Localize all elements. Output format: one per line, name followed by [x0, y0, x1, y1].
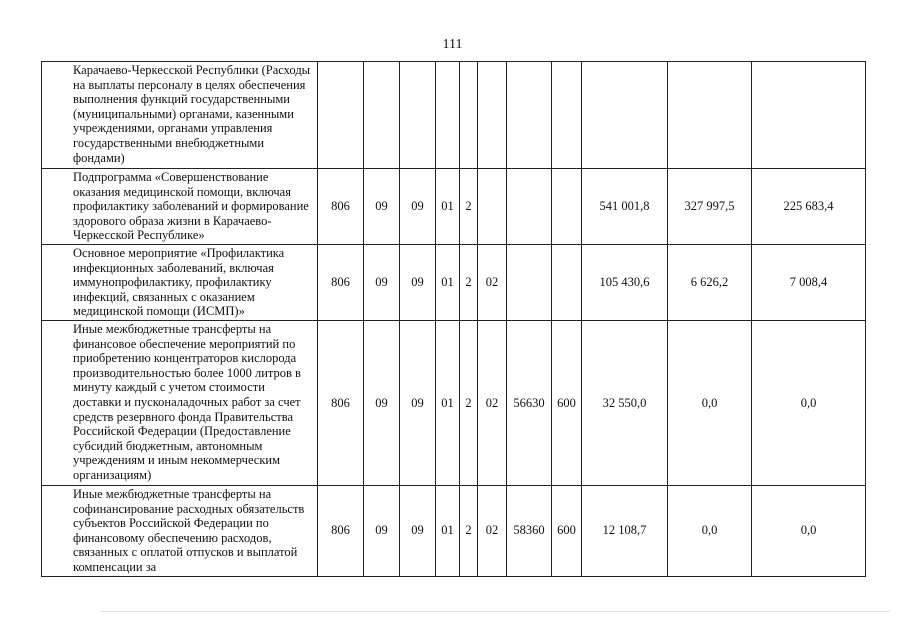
budget-table-body — [42, 62, 866, 577]
scan-artifact-line — [100, 611, 890, 612]
cell-p4: 56630 — [507, 320, 552, 485]
table-row — [42, 244, 866, 320]
cell-p1: 01 — [436, 169, 460, 245]
cell-sum1 — [582, 62, 668, 169]
cell-p4 — [507, 244, 552, 320]
cell-sum3: 7 008,4 — [752, 244, 866, 320]
cell-ved: 806 — [318, 320, 364, 485]
cell-sum1: 541 001,8 — [582, 169, 668, 245]
table-row — [42, 485, 866, 576]
cell-rz: 09 — [364, 485, 400, 576]
cell-p1: 01 — [436, 244, 460, 320]
cell-p4 — [507, 169, 552, 245]
cell-p3: 02 — [478, 320, 507, 485]
cell-rz: 09 — [364, 244, 400, 320]
cell-p1 — [436, 62, 460, 169]
cell-vr — [552, 244, 582, 320]
cell-p2: 2 — [460, 244, 478, 320]
cell-sum2 — [668, 62, 752, 169]
cell-name: Иные межбюджетные трансферты на софинансирование расходных обязательств субъектов Российской Федерации по финансовому обеспечению расходов, связанных с оплатой отпусков и выплатой компенсации за — [42, 485, 318, 576]
cell-p1: 01 — [436, 485, 460, 576]
cell-name: Подпрограмма «Совершенствование оказания медицинской помощи, включая профилактику заболеваний и формирование здорового образа жизни в Карачаево-Черкесской Республике» — [42, 169, 318, 245]
cell-pr: 09 — [400, 244, 436, 320]
table-row — [42, 320, 866, 485]
table-row — [42, 62, 866, 169]
cell-ved: 806 — [318, 244, 364, 320]
cell-name: Карачаево-Черкесской Республики (Расходы на выплаты персоналу в целях обеспечения выполнения функций государственными (муниципальными) органами, казенными учреждениями, органами управления государственными внебюджетными фондами) — [42, 62, 318, 169]
cell-p2: 2 — [460, 169, 478, 245]
cell-name: Иные межбюджетные трансферты на финансовое обеспечение мероприятий по приобретению концентраторов кислорода производительностью более 1000 литров в минуту каждый с учетом стоимости доставки и пусконаладочных работ за счет средств резервного фонда Правительства Российской Федерации (Предоставление субсидий бюджетным, автономным учреждениям и иным некоммерческим организациям) — [42, 320, 318, 485]
cell-sum1: 12 108,7 — [582, 485, 668, 576]
cell-p3: 02 — [478, 244, 507, 320]
cell-p3 — [478, 62, 507, 169]
cell-rz: 09 — [364, 169, 400, 245]
cell-sum1: 32 550,0 — [582, 320, 668, 485]
cell-ved — [318, 62, 364, 169]
cell-ved: 806 — [318, 485, 364, 576]
cell-vr: 600 — [552, 485, 582, 576]
cell-rz — [364, 62, 400, 169]
cell-sum1: 105 430,6 — [582, 244, 668, 320]
cell-vr — [552, 62, 582, 169]
table-row — [42, 169, 866, 245]
cell-p3 — [478, 169, 507, 245]
cell-vr: 600 — [552, 320, 582, 485]
cell-sum2: 0,0 — [668, 320, 752, 485]
cell-p2 — [460, 62, 478, 169]
cell-sum2: 327 997,5 — [668, 169, 752, 245]
cell-name: Основное мероприятие «Профилактика инфекционных заболеваний, включая иммунопрофилактику, профилактику инфекций, связанных с оказанием медицинской помощи (ИСМП)» — [42, 244, 318, 320]
cell-p3: 02 — [478, 485, 507, 576]
cell-ved: 806 — [318, 169, 364, 245]
cell-p2: 2 — [460, 485, 478, 576]
cell-sum3: 0,0 — [752, 320, 866, 485]
cell-p4: 58360 — [507, 485, 552, 576]
page-number: 111 — [442, 37, 463, 52]
cell-p4 — [507, 62, 552, 169]
cell-pr: 09 — [400, 320, 436, 485]
cell-sum3 — [752, 62, 866, 169]
cell-vr — [552, 169, 582, 245]
cell-sum3: 225 683,4 — [752, 169, 866, 245]
cell-rz: 09 — [364, 320, 400, 485]
cell-pr: 09 — [400, 169, 436, 245]
cell-p2: 2 — [460, 320, 478, 485]
cell-sum3: 0,0 — [752, 485, 866, 576]
cell-p1: 01 — [436, 320, 460, 485]
cell-sum2: 6 626,2 — [668, 244, 752, 320]
cell-pr — [400, 62, 436, 169]
cell-pr: 09 — [400, 485, 436, 576]
cell-sum2: 0,0 — [668, 485, 752, 576]
budget-table — [41, 61, 866, 577]
